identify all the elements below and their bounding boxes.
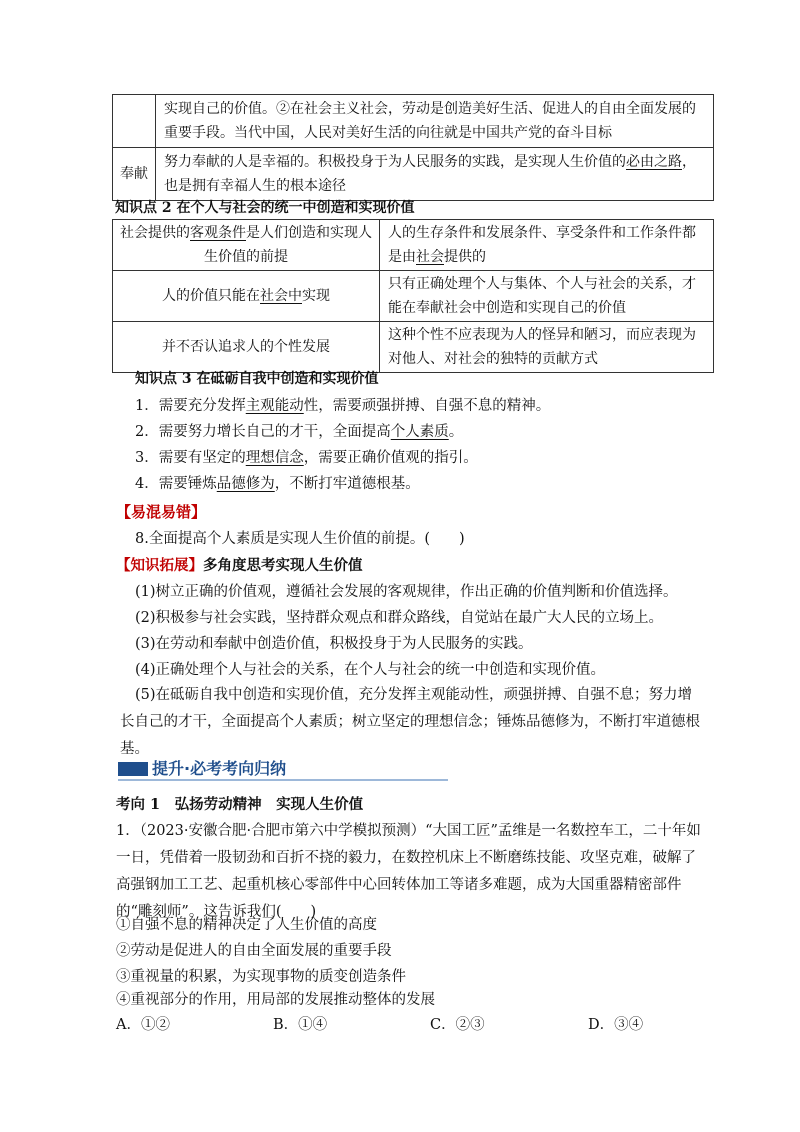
- item-text: 性，需要顽强拼搏、自强不息的精神。: [303, 398, 551, 414]
- underlined-term: 个人素质: [390, 424, 449, 440]
- item-text: 2．需要努力增长自己的才干，全面提高: [135, 424, 391, 440]
- table-row: [113, 95, 714, 148]
- cell-text: 实现自己的价值。②在社会主义社会，劳动是创造美好生活、促进人的自由全面发展的重要手段。当代中国，人民对美好生活的向往就是中国共产党的奋斗目标: [164, 101, 696, 141]
- item-text: ，不断打牢道德根基。: [274, 476, 420, 492]
- knowledge-point-3-title: 知识点 3 在砥砺自我中创造和实现价值: [135, 371, 379, 387]
- cell-text: 提供的: [444, 249, 486, 265]
- cell-text: 社会提供的: [120, 225, 190, 241]
- value-table: [112, 94, 714, 201]
- list-item: [135, 396, 550, 416]
- question-stem: 1．（2023·安徽合肥·合肥市第六中学模拟预测）“大国工匠”孟维是一名数控车工，二十年如一日，凭借着一股韧劲和百折不挠的毅力，在数控机床上不断磨练技能、攻坚克难，破解了高强钢加工工艺、起重机核心零部件中心回转体加工等诸多难题，成为大国重器精密部件的“雕刻师”。这告诉我们( ): [116, 823, 701, 920]
- confusion-item: 8.全面提高个人素质是实现人生价值的前提。( ): [135, 531, 465, 547]
- table-cell-right: [380, 322, 714, 373]
- underlined-term: 客观条件: [190, 225, 246, 241]
- expansion-item: (4)正确处理个人与社会的关系，在个人与社会的统一中创造和实现价值。: [135, 662, 606, 678]
- statement: ②劳动是促进人的自由全面发展的重要手段: [116, 943, 392, 959]
- table-row: [113, 220, 714, 271]
- banner-title: 提升·必考考向归纳: [152, 759, 287, 778]
- table-cell-right: [380, 271, 714, 322]
- cell-text: ，也是拥有幸福人生的根本途径: [164, 154, 696, 194]
- kp2-table: [112, 219, 714, 373]
- table-cell-right: [380, 220, 714, 271]
- table-row: [113, 322, 714, 373]
- expansion-item: (1)树立正确的价值观，遵循社会发展的客观规律，作出正确的价值判断和价值选择。: [135, 584, 678, 600]
- table-cell-left: [113, 271, 380, 322]
- option-d[interactable]: D．③④: [588, 1017, 644, 1033]
- statement: ④重视部分的作用，用局部的发展推动整体的发展: [116, 992, 435, 1008]
- table-cell: [156, 148, 714, 201]
- cell-text: 是人们创造和实现人生价值的前提: [204, 225, 372, 265]
- direction-title: 考向 1 弘扬劳动精神 实现人生价值: [116, 796, 364, 813]
- statement: ①自强不息的精神决定了人生价值的高度: [116, 917, 377, 933]
- underlined-term: 社会: [416, 249, 444, 265]
- banner-bar: [118, 762, 148, 776]
- item-text: 3．需要有坚定的: [135, 450, 246, 466]
- expansion-item: (3)在劳动和奉献中创造价值，积极投身于为人民服务的实践。: [135, 636, 533, 652]
- section-banner: [118, 758, 448, 782]
- cell-text: 只有正确处理个人与集体、个人与社会的关系，才能在奉献社会中创造和实现自己的价值: [388, 276, 696, 316]
- confusion-label: 【易混易错】: [116, 503, 207, 521]
- table-cell-left: [113, 322, 380, 373]
- table-row: [113, 271, 714, 322]
- table-cell-empty: [113, 95, 156, 148]
- underlined-term: 理想信念: [245, 450, 304, 466]
- cell-text: 这种个性不应表现为人的怪异和陋习，而应表现为对他人、对社会的独特的贡献方式: [388, 327, 696, 367]
- item-text: 1．需要充分发挥: [135, 398, 246, 414]
- knowledge-point-2-title: 知识点 2 在个人与社会的统一中创造和实现价值: [115, 200, 415, 216]
- list-item: [135, 422, 463, 442]
- option-a[interactable]: A．①②: [116, 1017, 170, 1033]
- item-text: 。: [448, 424, 464, 440]
- banner-rule: [118, 779, 448, 781]
- underlined-term: 主观能动: [245, 398, 304, 414]
- table-row: [113, 148, 714, 201]
- list-item: [135, 474, 420, 494]
- table-cell-left: [113, 220, 380, 271]
- row-label-dedication: 奉献: [113, 148, 156, 201]
- expansion-label: 【知识拓展】: [116, 557, 203, 574]
- expansion-item: (2)积极参与社会实践，坚持群众观点和群众路线，自觉站在最广大人民的立场上。: [135, 610, 664, 626]
- table-cell: [156, 95, 714, 148]
- list-item: [135, 448, 478, 468]
- cell-text: 努力奉献的人是幸福的。积极投身于为人民服务的实践，是实现人生价值的: [164, 154, 626, 170]
- expansion-header: [116, 556, 363, 576]
- cell-text: 实现: [302, 288, 330, 304]
- statement: ③重视量的积累，为实现事物的质变创造条件: [116, 969, 406, 985]
- item-text: 4．需要锤炼: [135, 476, 217, 492]
- cell-text: 人的生存条件和发展条件、享受条件和工作条件都是由: [388, 225, 696, 265]
- cell-text: 人的价值只能在: [162, 288, 260, 304]
- option-c[interactable]: C．②③: [430, 1017, 485, 1033]
- expansion-title: 多角度思考实现人生价值: [203, 557, 363, 574]
- expansion-item: (5)在砥砺自我中创造和实现价值，充分发挥主观能动性，顽强拼搏、自强不息；努力增长自己的才干，全面提高个人素质；树立坚定的理想信念；锤炼品德修为，不断打牢道德根基。: [120, 687, 700, 757]
- underlined-term: 社会中: [260, 288, 302, 304]
- option-b[interactable]: B．①④: [273, 1017, 328, 1033]
- item-text: ，需要正确价值观的指引。: [303, 450, 478, 466]
- underlined-term: 品德修为: [216, 476, 275, 492]
- underlined-term: 必由之路: [626, 154, 682, 170]
- cell-text: 并不否认追求人的个性发展: [162, 339, 330, 355]
